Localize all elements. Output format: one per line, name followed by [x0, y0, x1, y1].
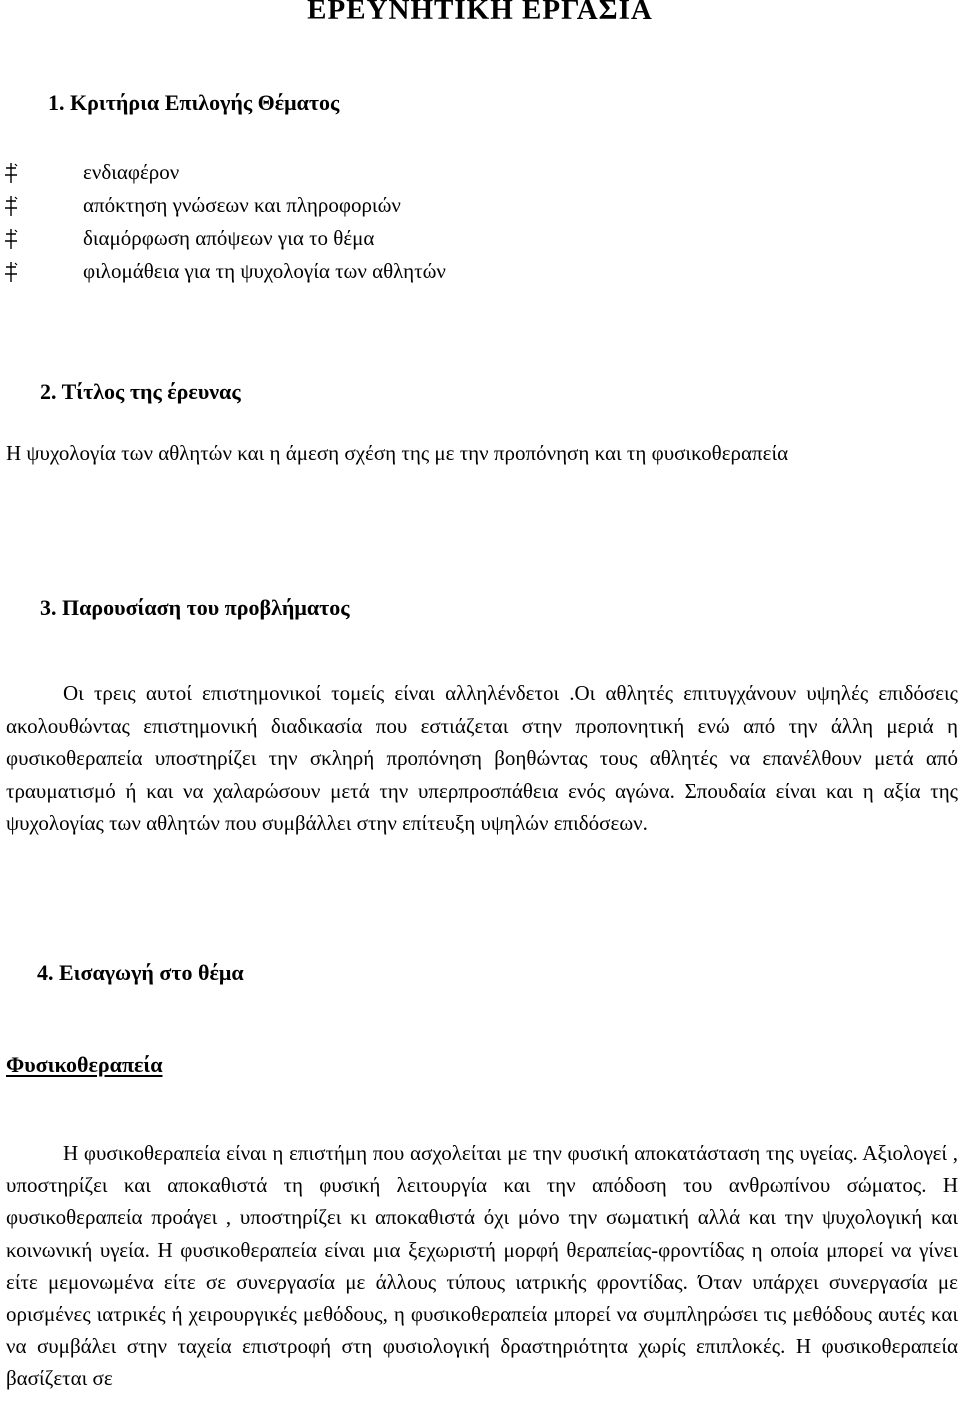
list-item-text: ενδιαφέρον	[83, 160, 180, 184]
list-item-text: διαμόρφωση απόψεων για το θέμα	[83, 226, 375, 250]
cross-bullet-icon	[2, 222, 22, 255]
section-heading-introduction: 4. Εισαγωγή στο θέμα	[37, 960, 244, 985]
list-item-text: φιλομάθεια για τη ψυχολογία των αθλητών	[83, 259, 446, 283]
physiotherapy-paragraph: Η φυσικοθεραπεία είναι η επιστήμη που ασχολείται με την φυσική αποκατάσταση της υγείας. Αξιολογεί , υποστηρίζει και αποκαθιστά τη φυσική λειτουργία και την απόδοση του ανθρωπίνου σώματος. Η φυσικοθεραπεία προάγει , υποστηρίζει κι αποκαθιστά όχι μόνο την σωματική αλλά και την ψυχολογική και κοινωνική υγεία. Η φυσικοθεραπεία είναι μια ξεχωριστή μορφή θεραπείας-φροντίδας η οποία μπορεί να γίνει είτε μεμονωμένα είτε σε συνεργασία με άλλους τύπους ιατρικής φροντίδας. Όταν υπάρχει συνεργασία με ορισμένες ιατρικές ή χειρουργικές μεθόδους, η φυσικοθεραπεία μπορεί να συμπληρώσει τις μεθόδους αυτές και να συμβάλει στην ταχεία επιστροφή στη φυσιολογική δραστηριότητα χωρίς επιπλοκές. Η φυσικοθεραπεία βασίζεται σε	[6, 1141, 958, 1391]
problem-paragraph: Οι τρεις αυτοί επιστημονικοί τομείς είναι αλληλένδετοι .Οι αθλητές επιτυγχάνουν υψηλές επιδόσεις ακολουθώντας επιστημονική διαδικασία που εστιάζεται στην προπονητική ενώ από την άλλη μεριά η φυσικοθεραπεία υποστηρίζει την σκληρή προπόνηση βοηθώντας τους αθλητές να επανέλθουν μετά από τραυματισμό ή και να χαλαρώσουν μετά την υπερπροσπάθεια ενός αγώνα. Σπουδαία είναι και η αξία της ψυχολογίας των αθλητών που συμβάλλει στην επίτευξη υψηλών επιδόσεων.	[6, 681, 958, 835]
document-title: ΕΡΕΥΝΗΤΙΚΗ ΕΡΓΑΣΙΑ	[307, 0, 653, 26]
list-item-text: απόκτηση γνώσεων και πληροφοριών	[83, 193, 401, 217]
cross-bullet-icon	[2, 189, 22, 222]
section-heading-problem: 3. Παρουσίαση του προβλήματος	[40, 595, 350, 620]
research-title-paragraph: Η ψυχολογία των αθλητών και η άμεση σχέση της με την προπόνηση και τη φυσικοθεραπεία	[6, 441, 789, 465]
cross-bullet-icon	[2, 255, 22, 288]
section-heading-title: 2. Τίτλος της έρευνας	[40, 379, 241, 404]
subsection-heading-physiotherapy: Φυσικοθεραπεία	[6, 1052, 163, 1077]
section-heading-criteria: 1. Κριτήρια Επιλογής Θέματος	[48, 90, 340, 115]
cross-bullet-icon	[2, 156, 22, 189]
